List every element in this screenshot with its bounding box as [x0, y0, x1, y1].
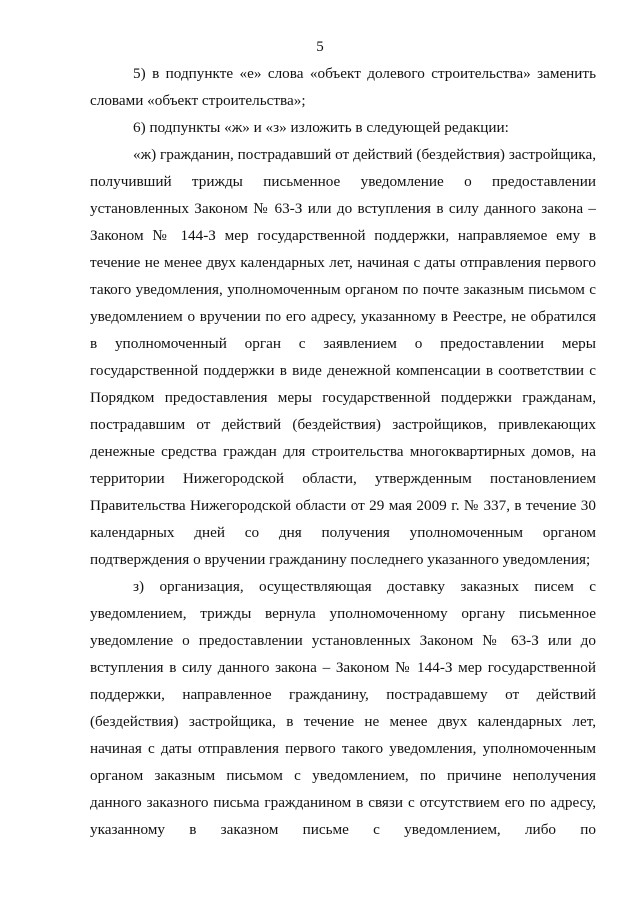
page-number: 5	[316, 39, 324, 55]
paragraph-subitem-zh: «ж) гражданин, пострадавший от действий (бездействия) застройщика, получивший трижды письменное уведомление о предоставлении установленных Законом № 63-З или до вступления в силу данного закона – Законом № 144-З мер государственной поддержки, направляемое ему в течение не менее двух календарных лет, начиная с даты отправления первого такого уведомления, уполномоченным органом по почте заказным письмом с уведомлением о вручении по его адресу, указанному в Реестре, не обратился в уполномоченный орган с заявлением о предоставлении меры государственной поддержки в виде денежной компенсации в соответствии с Порядком предоставления меры государственной поддержки гражданам, пострадавшим от действий (бездействия) застройщиков, привлекающих денежные средства граждан для строительства многоквартирных домов, на территории Нижегородской области, утвержденным постановлением Правительства Нижегородской области от 29 мая 2009 г. № 337, в течение 30 календарных дней со дня получения уполномоченным органом подтверждения о вручении гражданину последнего указанного уведомления;	[90, 146, 596, 568]
paragraph-subitem-z: з) организация, осуществляющая доставку заказных писем с уведомлением, трижды вернула уполномоченному органу письменное уведомление о предоставлении установленных Законом № 63-З или до вступления в силу данного закона – Законом № 144-З мер государственной поддержки, направленное гражданину, пострадавшему от действий (бездействия) застройщика, в течение не менее двух календарных лет, начиная с даты отправления первого такого уведомления, уполномоченным органом заказным письмом с уведомлением, по причине неполучения данного заказного письма гражданином в связи с отсутствием его по адресу, указанному в заказном письме с уведомлением, либо по	[90, 578, 596, 838]
paragraph-subitem-e: 5) в подпункте «е» слова «объект долевого строительства» заменить словами «объект строительства»;	[90, 65, 596, 109]
document-body	[90, 60, 596, 843]
paragraph-subitems-intro: 6) подпункты «ж» и «з» изложить в следующей редакции:	[133, 119, 509, 136]
